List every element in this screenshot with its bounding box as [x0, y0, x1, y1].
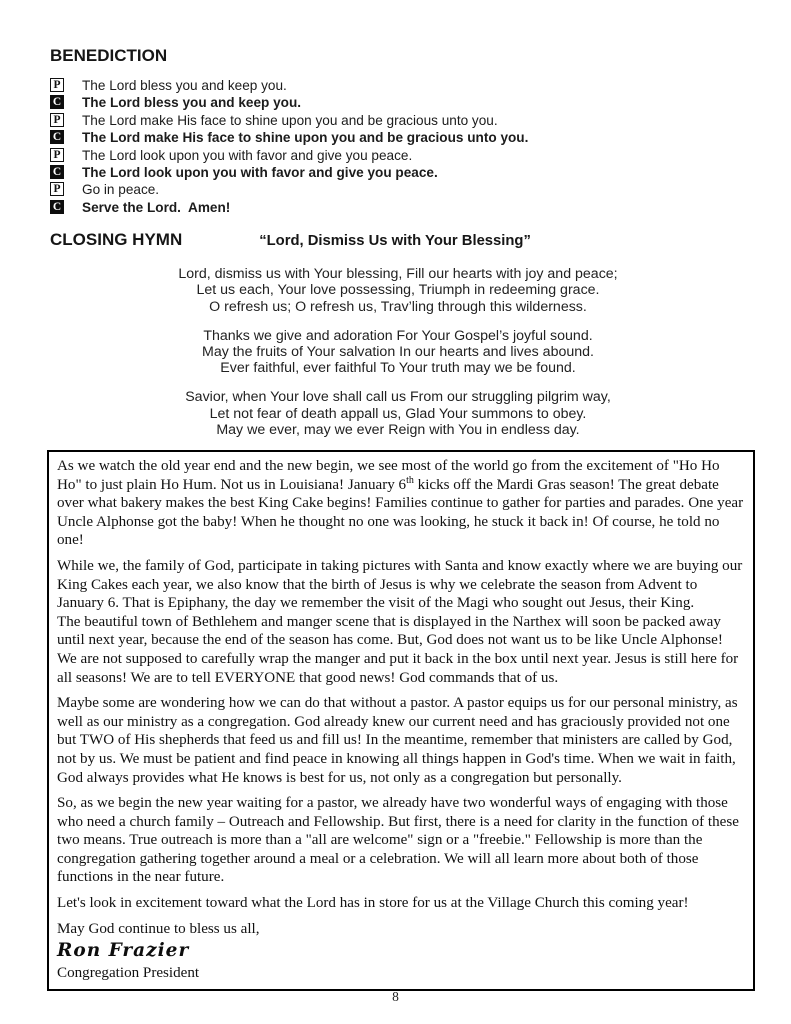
- hymn-line: O refresh us; O refresh us, Trav’ling through this wilderness.: [209, 298, 587, 315]
- letter-paragraph-4: So, as we begin the new year waiting for a pastor, we already have two wonderful ways of engaging with those who need a church family – Outreach and Fellowship. But first, there is a need for clarity in the function of these two means. True outreach is more than a "all are welcome" sign or a "freebie." Fellowship is more than the congregation gathering together around a meal or a celebration. We will all learn more about both of those functions in the near future.: [57, 795, 739, 886]
- pastor-marker: P: [50, 78, 64, 92]
- benediction-line-congregation: [50, 94, 746, 111]
- letter-closing: May God continue to bless us all,: [57, 920, 260, 937]
- closing-hymn-header: [50, 230, 746, 250]
- hymn-line: Let not fear of death appall us, Glad Your summons to obey.: [209, 405, 587, 422]
- benediction-line-text: Go in peace.: [82, 182, 160, 198]
- letter-text: While we, the family of God, participate in taking pictures with Santa and know exactly where we are buying our King Cakes each year, we also know that the birth of Jesus is why we celebrate the season from Advent to January 6. That is Epiphany, the day we remember the visit of the Magi who sought out Jesus, their King.: [57, 557, 743, 612]
- closing-hymn-section: [50, 230, 746, 438]
- hymn-line: May the fruits of Your salvation In our hearts and lives abound.: [202, 344, 594, 361]
- benediction-title: BENEDICTION: [50, 46, 168, 65]
- hymn-line: Savior, when Your love shall call us From our struggling pilgrim way,: [185, 389, 611, 406]
- pastor-marker: P: [50, 113, 64, 127]
- benediction-line-pastor: [50, 147, 746, 164]
- benediction-line-text: The Lord make His face to shine upon you and be gracious unto you.: [82, 112, 498, 128]
- congregation-marker: C: [50, 200, 64, 214]
- hymn-verse-2: [50, 328, 746, 377]
- congregation-marker: C: [50, 130, 64, 144]
- benediction-line-congregation: [50, 199, 746, 216]
- benediction-line-congregation: [50, 164, 746, 181]
- benediction-line-text: The Lord make His face to shine upon you and be gracious unto you.: [82, 130, 529, 146]
- hymn-verses: [50, 266, 746, 438]
- hymn-verse-1: [50, 266, 746, 315]
- president-letter-box: [47, 450, 755, 991]
- president-signature: Ron Frazier: [57, 940, 190, 962]
- congregation-marker: C: [50, 95, 64, 109]
- letter-text: As we watch the old year end and the new begin, we see most of the world go from the excitement of "Ho Ho Ho" to just plain Ho Hum. Not us in Louisiana! January 6: [57, 458, 720, 493]
- benediction-line-pastor: [50, 112, 746, 129]
- ordinal-superscript: th: [406, 474, 414, 486]
- benediction-line-pastor: [50, 77, 746, 94]
- hymn-line: Thanks we give and adoration For Your Gospel’s joyful sound.: [203, 327, 593, 344]
- pastor-marker: P: [50, 182, 64, 196]
- hymn-verse-3: [50, 389, 746, 438]
- benediction-line-text: The Lord bless you and keep you.: [82, 95, 302, 111]
- benediction-section: [50, 46, 746, 216]
- benediction-line-text: The Lord bless you and keep you.: [82, 78, 287, 93]
- benediction-line-text: The Lord look upon you with favor and give you peace.: [82, 165, 438, 181]
- letter-paragraph-1: [57, 457, 745, 550]
- benediction-line-congregation: [50, 129, 746, 146]
- hymn-line: Ever faithful, ever faithful To Your truth may we be found.: [220, 360, 576, 377]
- benediction-line-text: Serve the Lord. Amen!: [82, 199, 231, 215]
- hymn-title: “Lord, Dismiss Us with Your Blessing”: [259, 233, 531, 250]
- letter-paragraph-2: [57, 557, 745, 687]
- pastor-marker: P: [50, 148, 64, 162]
- page-number: 8: [392, 989, 399, 1004]
- letter-text: The beautiful town of Bethlehem and manger scene that is displayed in the Narthex will soon be packed away until next year, because the end of the season has come. But, God does not want us to be like Uncle Alphonse! We are not supposed to carefully wrap the manger and put it back in the box until next year. Jesus is still here for all seasons! We are to tell EVERYONE that good news! God commands that of us.: [57, 613, 739, 686]
- letter-paragraph-5: Let's look in excitement toward what the Lord has in store for us at the Village Church this coming year!: [57, 895, 689, 912]
- hymn-line: Lord, dismiss us with Your blessing, Fill our hearts with joy and peace;: [178, 266, 618, 283]
- president-role: Congregation President: [57, 965, 200, 982]
- congregation-marker: C: [50, 165, 64, 179]
- letter-paragraph-3: Maybe some are wondering how we can do that without a pastor. A pastor equips us for our personal ministry, as well as our ministry as a congregation. God already knew our current need and has graciously provided not one but TWO of His shepherds that feed us and fill us! In the meantime, remember that ministers are called by God, not by us. We must be patient and find peace in knowing all things happen in God's time. When we wait in faith, God always provides what He knows is best for us, not only as a congregation but personally.: [57, 695, 738, 786]
- benediction-line-pastor: [50, 181, 746, 198]
- closing-hymn-label: CLOSING HYMN: [50, 230, 183, 250]
- hymn-line: May we ever, may we ever Reign with You in endless day.: [216, 421, 580, 438]
- hymn-line: Let us each, Your love possessing, Triumph in redeeming grace.: [196, 282, 600, 299]
- benediction-line-text: The Lord look upon you with favor and give you peace.: [82, 147, 413, 163]
- letter-text: kicks off the Mardi Gras season! The great debate over what bakery makes the best King Cake begins! Families continue to gather for parties and parades. One year Uncle Alphonse got the baby! When he thought no one was looking, he stuck it back in! Of course, he told no one!: [57, 476, 744, 549]
